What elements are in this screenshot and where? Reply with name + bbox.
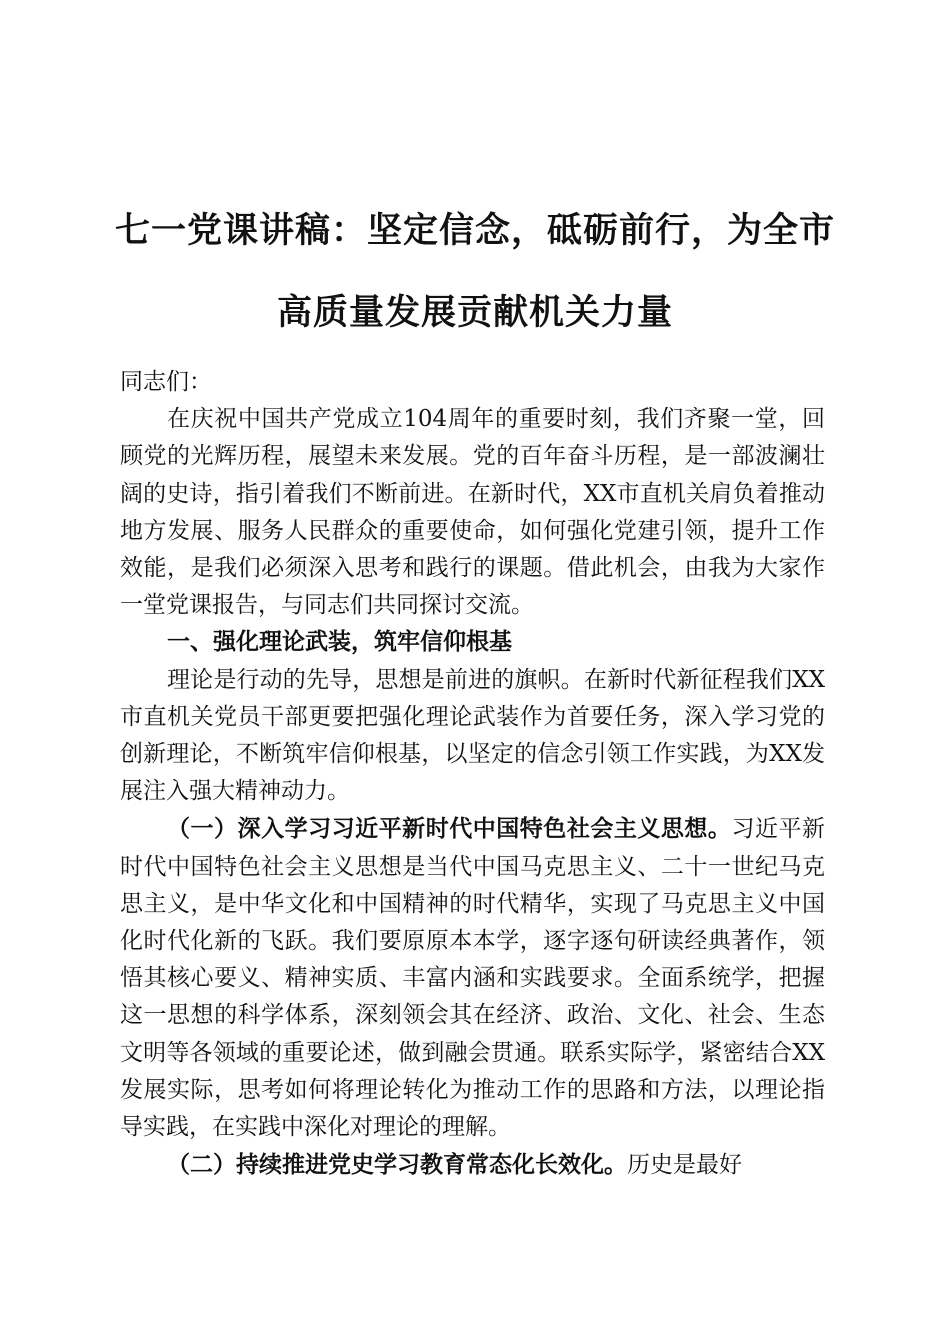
subsection-1-body: 习近平新时代中国特色社会主义思想是当代中国马克思主义、二十一世纪马克思主义，是中华文化和中国精神的时代精华，实现了马克思主义中国化时代化新的飞跃。我们要原原本本学，逐字逐句研读经典著作，领悟其核心要义、精神实质、丰富内涵和实践要求。全面系统学，把握这一思想的科学体系，深刻领会其在经济、政治、文化、社会、生态文明等各领域的重要论述，做到融会贯通。联系实际学，紧密结合XX发展实际，思考如何将理论转化为推动工作的思路和方法，以理论指导实践，在实践中深化对理论的理解。 bbox=[120, 816, 826, 1141]
subsection-2-body: 历史是最好 bbox=[627, 1152, 742, 1179]
subsection-2-paragraph bbox=[120, 1146, 825, 1184]
document-body bbox=[120, 364, 825, 1184]
salutation: 同志们： bbox=[120, 369, 212, 395]
subsection-1-heading: （一）深入学习习近平新时代中国特色社会主义思想。 bbox=[167, 815, 732, 843]
intro-paragraph: 在庆祝中国共产党成立104周年的重要时刻，我们齐聚一堂，回顾党的光辉历程，展望未来发展。党的百年奋斗历程，是一部波澜壮阔的史诗，指引着我们不断前进。在新时代，XX市直机关肩负着推动地方发展、服务人民群众的重要使命，如何强化党建引领，提升工作效能，是我们必须深入思考和践行的课题。借此机会，由我为大家作一堂党课报告，与同志们共同探讨交流。 bbox=[120, 406, 825, 619]
title-line-2: 高质量发展贡献机关力量 bbox=[276, 292, 673, 333]
title-line-1: 七一党课讲稿：坚定信念，砥砺前行，为全市 bbox=[114, 210, 835, 251]
section-1-heading: 一、强化理论武装，筑牢信仰根基 bbox=[167, 629, 512, 656]
document-title bbox=[100, 190, 850, 354]
subsection-2-heading: （二）持续推进党史学习教育常态化长效化。 bbox=[167, 1151, 627, 1179]
section-1-paragraph: 理论是行动的先导，思想是前进的旗帜。在新时代新征程我们XX市直机关党员干部更要把强化理论武装作为首要任务，深入学习党的创新理论，不断筑牢信仰根基，以坚定的信念引领工作实践，为XX发展注入强大精神动力。 bbox=[120, 666, 825, 805]
subsection-1-paragraph bbox=[120, 810, 825, 1146]
